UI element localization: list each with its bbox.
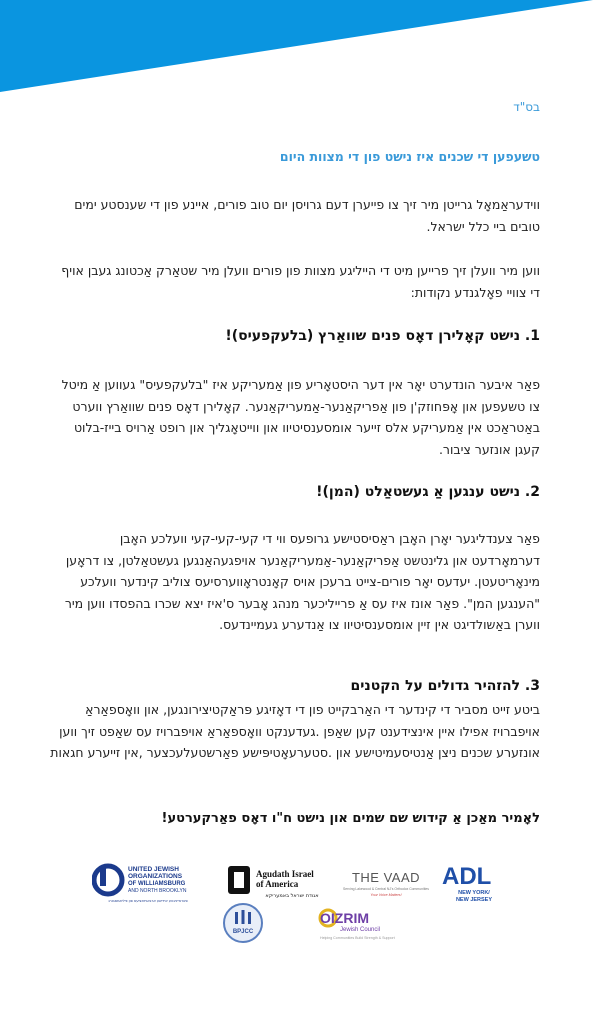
adl-region-1: NEW YORK/ xyxy=(458,890,490,896)
corner-decoration xyxy=(0,0,593,95)
ujo-line-2: ORGANIZATIONS xyxy=(128,873,183,880)
oizrim-sub: Jewish Council xyxy=(340,927,381,933)
headline: טשעפען די שכנים איז נישט פון די מצוות היום xyxy=(279,149,540,164)
closing-statement: לאָמיר מאַכן אַ קידוש שם שמים און נישט ח"ו דאָס פאַרקערטע! xyxy=(161,811,540,826)
agudah-hebrew: אגודת ישראל באמעריקא xyxy=(265,893,319,899)
oizrim-logo xyxy=(318,906,438,946)
vaad-logo xyxy=(336,866,436,906)
bpjcc-name: BPJCC xyxy=(232,929,254,935)
agudah-logo xyxy=(226,862,332,902)
intro-paragraph-2: ווען מיר וועלן זיך פרייען מיט די הייליגע מצוות פון פורים וועלן מיר שטאַרק אַכטונג געבן אויף די צוויי פאָלגנדע נקודות: xyxy=(61,263,540,300)
oizrim-name: OIZRIM xyxy=(320,910,369,926)
ujo-line-4: AND NORTH BROOKLYN xyxy=(128,888,187,894)
section-3-title: 3. להזהיר גדולים על הקטנים xyxy=(350,678,540,694)
ujo-logo xyxy=(92,862,204,906)
section-1-body: פאַר איבער הונדערט יאָר אין דער היסטאָריע פון אַמעריקע איז "בלעקפעיס" געווען אַ מיטל צו טשעפען און אָפּחוזק'ן פון אַפריקאַנער-אַמעריקאַנער. קאָלירן דאָס פנים שוואַרץ ווערט באַטראַכט אין אַמעריקע אלס זייער אומסענסיטיוו און ווייטאָגליך און רופט אַרויס בייז-בלוט קעגן אונזער ציבור. xyxy=(61,377,540,457)
ujo-line-5: פאראייניגטע אידישע ארגאניזאציעס פון וויליאמסבורג xyxy=(108,899,188,903)
oizrim-tagline: Helping Communities Build Strength & Support xyxy=(320,936,395,940)
ujo-line-3: OF WILLIAMSBURG xyxy=(128,881,186,887)
section-3-body: ביטע זייט מסביר די קינדער די האַרבקייט פון די דאָזיגע פּראַקטיצירונגען, און וואָספאַראַ אויפברויז אפילו איין אינצידענט קען שאַפן .געדענקט וואָספאַראַ אויפברויז עס שאַפט זיך ווען אונזערע שכנים ניצן אַנטיסעמיטישע און .סטערעאָטיפּישע פאַרשטעלעכצער ,אין זייערע חגאות xyxy=(50,702,540,760)
ujo-line-1: UNITED JEWISH xyxy=(128,866,179,873)
section-2-body: פאַר צענדליגער יאָרן האָבן ראַסיסטישע גרופעס ווי די קעי-קעי-קעי וועלכע האָבן דערמאָרדעט און גלינטשט אַפריקאַנער-אַמעריקאַנער אויפגעהאַנגען געשטאַלטן, צו דראָען מינאָריטעטן. יעדעס יאָר פורים-צייט ברעכן אויס קאָנטראָווערסיעס צוליב קינדער וועלכע "הענגען המן". פאַר אונז איז עס אַ פרייליכער מנהג אָבער ס'איז יצא שכרו בהפסדו ווען מיר ווערן באַשולדיגט אין זיין אומסענסיטיוו צו אַנדערע געמיינדעס. xyxy=(64,531,540,632)
vaad-tagline-1: Serving Lakewood & Central NJ's Orthodox Communities xyxy=(342,887,430,891)
intro-paragraph-1: ווידעראַמאָל גרייטן מיר זיך צו פייערן דעם גרויסן יום טוב פורים, איינע פון די שענסטע ימים טובים ביי כלל ישראל. xyxy=(74,197,540,234)
bpjcc-logo xyxy=(222,902,264,944)
agudah-name-2: of America xyxy=(256,879,299,889)
vaad-name: THE VAAD xyxy=(351,870,421,885)
bsd-mark: בס"ד xyxy=(513,100,540,114)
adl-logo xyxy=(440,860,508,906)
section-1-title: 1. נישט קאָלירן דאָס פנים שוואַרץ (בלעקפעיס)! xyxy=(225,328,540,344)
agudah-name-1: Agudath Israel xyxy=(256,869,314,879)
adl-region-2: NEW JERSEY xyxy=(455,897,493,903)
vaad-tagline-2: Your Voice Matters! xyxy=(370,893,402,897)
section-2-title: 2. נישט ענגען אַ געשטאַלט (המן)! xyxy=(316,484,540,500)
adl-name: ADL xyxy=(442,863,492,890)
